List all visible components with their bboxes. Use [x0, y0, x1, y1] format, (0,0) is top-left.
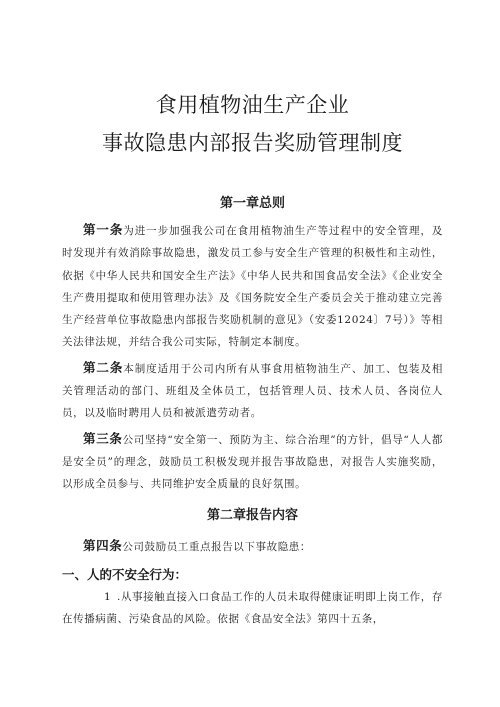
- item-1-number: 1: [104, 590, 112, 603]
- article-2: [62, 357, 443, 425]
- document-title-line-1: 食用植物油生产企业: [155, 93, 350, 117]
- article-3: [62, 428, 443, 496]
- chapter-2-heading: 第二章报告内容: [206, 507, 298, 523]
- article-3-text: 公司坚持“安全第一、预防为主、综合治理”的方针，倡导“人人都是安全员”的理念，鼓励员工积极发现并报告事故隐患，对报告人实施奖励，以形成全员参与、共同维护安全质量的良好氛围。: [62, 433, 443, 491]
- article-1: [62, 219, 443, 354]
- article-3-label: 第三条: [83, 430, 123, 446]
- document-title-line-2: 事故隐患内部报告奖励管理制度: [102, 131, 403, 155]
- article-2-label: 第二条: [83, 359, 124, 375]
- section-1-title: 一、人的不安全行为：: [62, 566, 188, 582]
- item-1: [62, 586, 443, 631]
- article-4-label: 第四条: [83, 537, 123, 553]
- article-1-text: 为进一步加强我公司在食用植物油生产等过程中的安全管理，及时发现并有效消除事故隐患，激发员工参与安全生产管理的积极性和主动性，依据《中华人民共和国安全生产法》《中华人民共和国食品安全法》《企业安全生产费用提取和使用管理办法》及《国务院安全生产委员会关于推动建立完善生产经营单位事故隐患内部报告奖励机制的意见》（安委12024〕7号）》等相关法律法规，并结合我公司实际，特制定本制度。: [62, 225, 443, 349]
- article-2-text: 本制度适用于公司内所有从事食用植物油生产、加工、包装及相关管理活动的部门、班组及全体员工，包括管理人员、技术人员、各岗位人员，以及临时聘用人员和被派遣劳动者。: [62, 362, 443, 420]
- article-1-label: 第一条: [83, 222, 124, 237]
- item-1-text: .从事接触直接入口食品工作的人员未取得健康证明即上岗工作，存在传播病菌、污染食品的风险。依据《食品安全法》第四十五条，: [62, 590, 443, 626]
- chapter-1-heading: 第一章总则: [219, 196, 285, 211]
- article-4: [62, 535, 443, 558]
- article-4-text: 公司鼓励员工重点报告以下事故隐患：: [122, 540, 312, 553]
